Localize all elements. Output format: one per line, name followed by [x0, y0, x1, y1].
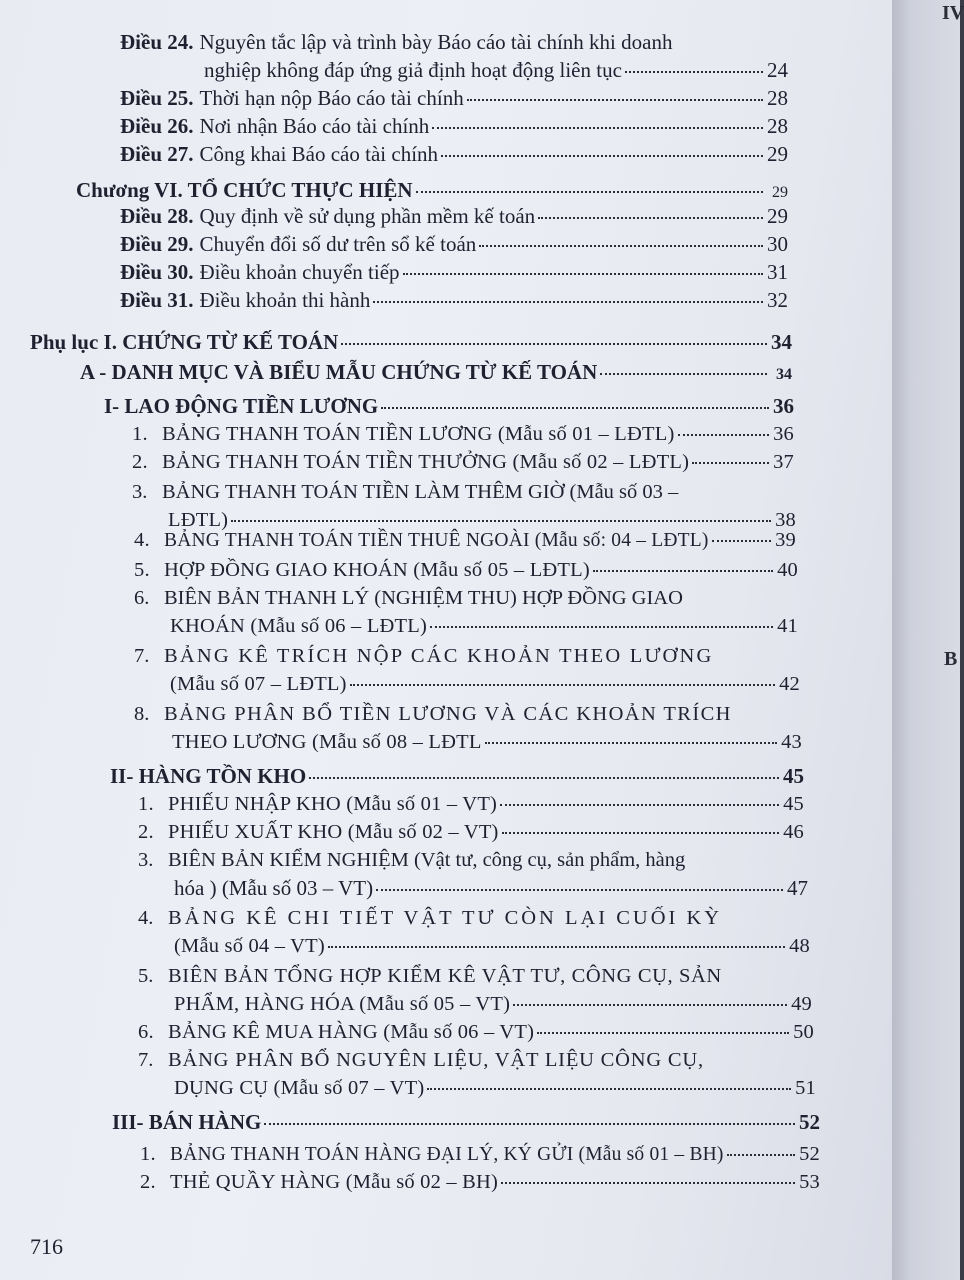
toc-item-i-4[interactable] — [134, 526, 796, 555]
toc-entry-dieu-28[interactable] — [120, 202, 788, 230]
leader-dots — [692, 462, 769, 464]
entry-text: BẢNG THANH TOÁN HÀNG ĐẠI LÝ, KÝ GỬI (Mẫu số 01 – BH) — [170, 1144, 724, 1165]
page-ref: 42 — [779, 673, 800, 695]
page-ref: 31 — [767, 260, 788, 284]
toc-entry-dieu-30[interactable] — [120, 258, 788, 286]
page-ref: 24 — [767, 58, 788, 82]
article-label: Điều 31. — [120, 288, 194, 312]
entry-text: THEO LƯƠNG (Mẫu số 08 – LĐTL — [172, 731, 482, 753]
entry-text: PHẨM, HÀNG HÓA (Mẫu số 05 – VT) — [174, 993, 511, 1015]
toc-item-i-1[interactable] — [132, 420, 794, 448]
page-ref: 40 — [777, 559, 798, 581]
leader-dots — [712, 540, 771, 542]
toc-item-i-7-line1 — [134, 642, 714, 670]
page-ref: 50 — [793, 1021, 814, 1043]
page-number: 716 — [30, 1234, 63, 1259]
item-number: 8. — [134, 703, 150, 725]
page-ref: 36 — [773, 394, 794, 418]
chapter-title: Chương VI. TỔ CHỨC THỰC HIỆN — [76, 178, 413, 202]
article-label: Điều 28. — [120, 204, 194, 228]
page-ref: 43 — [781, 731, 802, 753]
entry-text: BẢNG PHÂN BỔ NGUYÊN LIỆU, VẬT LIỆU CÔNG CỤ, — [168, 1049, 704, 1071]
page-ref: 36 — [773, 423, 794, 445]
page-ref: 29 — [767, 142, 788, 166]
toc-item-ii-3[interactable] — [174, 874, 808, 902]
page-ref: 47 — [787, 876, 808, 900]
item-number: 5. — [134, 559, 150, 581]
toc-item-iii-1[interactable] — [140, 1140, 820, 1169]
entry-text: (Mẫu số 07 – LĐTL) — [170, 673, 347, 695]
item-number: 2. — [132, 451, 148, 473]
entry-text: BẢNG THANH TOÁN TIỀN LƯƠNG (Mẫu số 01 – LĐTL) — [162, 423, 675, 445]
toc-entry-dieu-31[interactable] — [120, 286, 788, 314]
leader-dots — [600, 373, 767, 375]
section-title: I- LAO ĐỘNG TIỀN LƯƠNG — [104, 394, 379, 418]
item-number: 7. — [138, 1049, 154, 1071]
leader-dots — [350, 684, 775, 686]
entry-text: BẢNG KÊ TRÍCH NỘP CÁC KHOẢN THEO LƯƠNG — [164, 645, 714, 667]
entry-text: LĐTL) — [168, 509, 229, 531]
leader-dots — [416, 191, 763, 193]
leader-dots — [485, 742, 777, 744]
page-ref: 46 — [783, 821, 804, 843]
entry-text: BẢNG PHÂN BỔ TIỀN LƯƠNG VÀ CÁC KHOẢN TRÍCH — [164, 703, 732, 725]
page-ref: 28 — [767, 114, 788, 138]
toc-item-iii-2[interactable] — [140, 1168, 820, 1196]
item-number: 2. — [138, 821, 154, 843]
toc-section-ii[interactable] — [110, 762, 804, 790]
toc-item-i-6-line1 — [134, 584, 683, 612]
toc-item-ii-1[interactable] — [138, 790, 804, 818]
leader-dots — [727, 1154, 795, 1156]
page-ref: 34 — [776, 366, 792, 383]
item-number: 1. — [132, 423, 148, 445]
toc-entry-dieu-25[interactable] — [120, 84, 788, 112]
page-ref: 48 — [789, 935, 810, 957]
item-number: 1. — [138, 793, 154, 815]
page-ref: 53 — [799, 1171, 820, 1193]
entry-text: Quy định về sử dụng phần mềm kế toán — [199, 204, 536, 228]
leader-dots — [501, 1182, 795, 1184]
entry-text: nghiệp không đáp ứng giả định hoạt động liên tục — [204, 58, 622, 82]
item-number: 4. — [138, 907, 154, 929]
entry-text: BẢNG THANH TOÁN TIỀN LÀM THÊM GIỜ (Mẫu số 03 – — [162, 481, 679, 503]
leader-dots — [376, 889, 783, 891]
toc-item-ii-7[interactable] — [174, 1074, 816, 1102]
article-label: Điều 25. — [120, 86, 194, 110]
leader-dots — [678, 434, 769, 436]
leader-dots — [264, 1123, 795, 1125]
page-ref: 41 — [777, 615, 798, 637]
page-ref: 30 — [767, 232, 788, 256]
page-ref: 28 — [767, 86, 788, 110]
toc-item-ii-5-line1 — [138, 962, 722, 990]
toc-item-ii-4-line1 — [138, 904, 722, 932]
item-number: 1. — [140, 1143, 156, 1165]
toc-item-ii-6[interactable] — [138, 1018, 814, 1046]
article-label: Điều 30. — [120, 260, 194, 284]
toc-item-i-7[interactable] — [170, 670, 800, 698]
toc-item-ii-3-line1 — [138, 846, 685, 874]
leader-dots — [479, 245, 763, 247]
entry-text: PHIẾU NHẬP KHO (Mẫu số 01 – VT) — [168, 793, 498, 815]
toc-item-ii-5[interactable] — [174, 990, 812, 1018]
entry-text: BẢNG THANH TOÁN TIỀN THUÊ NGOÀI (Mẫu số: 04 – LĐTL) — [164, 530, 709, 551]
leader-dots — [403, 273, 763, 275]
page-ref: 29 — [767, 204, 788, 228]
leader-dots — [593, 570, 773, 572]
entry-text: Công khai Báo cáo tài chính — [199, 142, 439, 166]
toc-item-i-6[interactable] — [170, 612, 798, 640]
adjacent-page-edge — [892, 0, 964, 1280]
item-number: 2. — [140, 1171, 156, 1193]
page-ref: 45 — [783, 764, 804, 788]
page-ref: 52 — [799, 1143, 820, 1165]
leader-dots — [341, 343, 767, 345]
toc-entry-dieu-27[interactable] — [120, 140, 788, 168]
leader-dots — [373, 301, 763, 303]
leader-dots — [430, 626, 773, 628]
entry-text: PHIẾU XUẤT KHO (Mẫu số 02 – VT) — [168, 821, 499, 843]
item-number: 5. — [138, 965, 154, 987]
leader-dots — [441, 155, 763, 157]
entry-text: BIÊN BẢN KIỂM NGHIỆM (Vật tư, công cụ, sản phẩm, hàng — [168, 849, 686, 871]
entry-text: BẢNG KÊ MUA HÀNG (Mẫu số 06 – VT) — [168, 1021, 535, 1043]
page-ref: 37 — [773, 451, 794, 473]
toc-item-i-3-line1 — [132, 478, 678, 506]
page-ref: 49 — [791, 993, 812, 1015]
entry-text: Điều khoản chuyển tiếp — [199, 260, 400, 284]
leader-dots — [513, 1004, 787, 1006]
leader-dots — [231, 520, 771, 522]
article-label: Điều 26. — [120, 114, 194, 138]
leader-dots — [328, 946, 785, 948]
page-ref: 32 — [767, 288, 788, 312]
toc-section-i[interactable] — [104, 392, 794, 420]
entry-text: (Mẫu số 04 – VT) — [174, 935, 325, 957]
entry-text: THẺ QUẦY HÀNG (Mẫu số 02 – BH) — [170, 1171, 499, 1193]
toc-entry-dieu-24[interactable] — [204, 56, 788, 84]
adjacent-page-fragment: IV — [942, 2, 964, 24]
toc-item-i-5[interactable] — [134, 556, 798, 584]
item-number: 6. — [138, 1021, 154, 1043]
leader-dots — [500, 804, 779, 806]
item-number: 3. — [132, 481, 148, 503]
toc-item-i-2[interactable] — [132, 448, 794, 476]
article-label: Điều 24. — [120, 30, 194, 54]
entry-text: Chuyển đổi số dư trên sổ kế toán — [199, 232, 477, 256]
entry-text: KHOÁN (Mẫu số 06 – LĐTL) — [170, 615, 428, 637]
adjacent-page-fragment: B — [944, 648, 958, 670]
toc-entry-dieu-29[interactable] — [120, 230, 788, 258]
entry-text: BẢNG KÊ CHI TIẾT VẬT TƯ CÒN LẠI CUỐI KỲ — [168, 907, 723, 929]
toc-item-i-8-line1 — [134, 700, 732, 728]
entry-text: Điều khoản thi hành — [199, 288, 371, 312]
section-title: II- HÀNG TỒN KHO — [110, 764, 307, 788]
leader-dots — [625, 71, 763, 73]
item-number: 7. — [134, 645, 150, 667]
toc-section-a[interactable] — [80, 358, 792, 389]
section-title: III- BÁN HÀNG — [112, 1110, 262, 1134]
article-label: Điều 29. — [120, 232, 194, 256]
appendix-title: Phụ lục I. CHỨNG TỪ KẾ TOÁN — [30, 330, 339, 354]
entry-text: Nơi nhận Báo cáo tài chính — [199, 114, 430, 138]
toc-appendix-i[interactable] — [30, 328, 792, 356]
entry-text: BẢNG THANH TOÁN TIỀN THƯỞNG (Mẫu số 02 – LĐTL) — [162, 451, 690, 473]
page-ref: 51 — [795, 1077, 816, 1099]
leader-dots — [381, 407, 769, 409]
page-ref: 52 — [799, 1110, 820, 1134]
leader-dots — [538, 217, 763, 219]
leader-dots — [427, 1088, 791, 1090]
page-ref: 34 — [771, 330, 792, 354]
entry-text: HỢP ĐỒNG GIAO KHOÁN (Mẫu số 05 – LĐTL) — [164, 559, 590, 581]
leader-dots — [432, 127, 763, 129]
entry-text: DỤNG CỤ (Mẫu số 07 – VT) — [174, 1077, 425, 1099]
leader-dots — [502, 832, 779, 834]
item-number: 6. — [134, 587, 150, 609]
toc-item-ii-4[interactable] — [174, 932, 810, 960]
toc-item-i-8[interactable] — [172, 728, 802, 756]
toc-item-ii-7-line1 — [138, 1046, 704, 1074]
leader-dots — [467, 99, 763, 101]
toc-item-ii-2[interactable] — [138, 818, 804, 846]
entry-text: BIÊN BẢN TỔNG HỢP KIỂM KÊ VẬT TƯ, CÔNG CỤ, SẢN — [168, 965, 722, 987]
item-number: 3. — [138, 849, 154, 871]
item-number: 4. — [134, 529, 150, 551]
section-title: A - DANH MỤC VÀ BIỂU MẪU CHỨNG TỪ KẾ TOÁN — [80, 360, 598, 384]
entry-text: hóa ) (Mẫu số 03 – VT) — [174, 876, 374, 900]
article-label: Điều 27. — [120, 142, 194, 166]
toc-entry-dieu-24-line1 — [120, 28, 672, 56]
page-ref: 39 — [775, 529, 796, 551]
page-ref: 45 — [783, 793, 804, 815]
leader-dots — [309, 777, 779, 779]
page-ref: 38 — [775, 509, 796, 531]
leader-dots — [537, 1032, 789, 1034]
entry-text: Nguyên tắc lập và trình bày Báo cáo tài chính khi doanh — [199, 30, 673, 54]
toc-entry-dieu-26[interactable] — [120, 112, 788, 140]
page-ref: 29 — [772, 184, 788, 201]
entry-text: BIÊN BẢN THANH LÝ (NGHIỆM THU) HỢP ĐỒNG GIAO — [164, 587, 683, 609]
entry-text: Thời hạn nộp Báo cáo tài chính — [199, 86, 464, 110]
toc-section-iii[interactable] — [112, 1108, 820, 1136]
